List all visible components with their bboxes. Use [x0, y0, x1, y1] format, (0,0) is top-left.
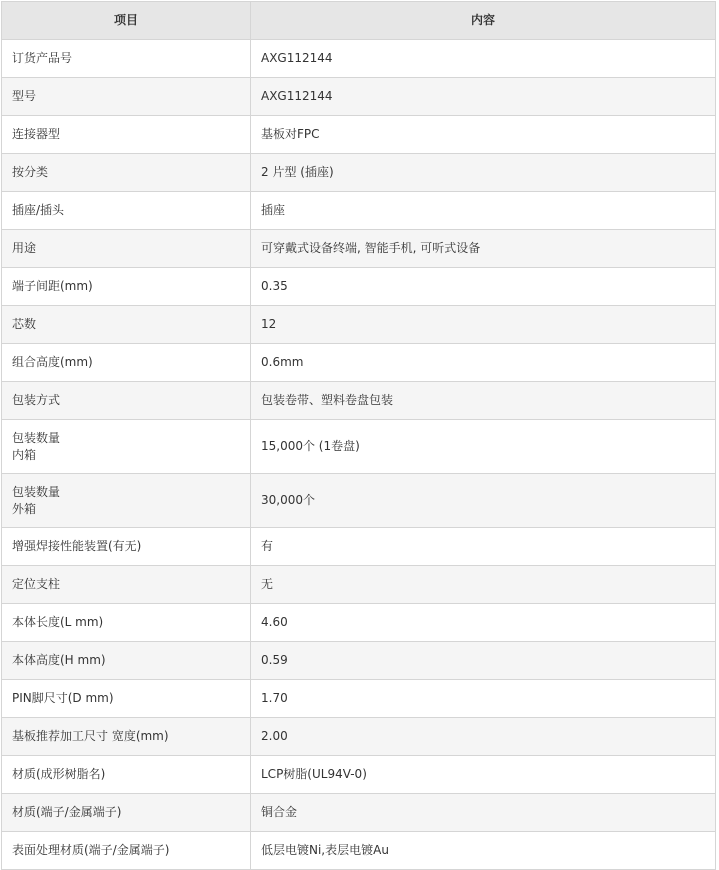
row-label-line: 本体高度(H mm) [12, 653, 106, 667]
row-value: 基板对FPC [251, 116, 716, 154]
table-row [2, 40, 716, 78]
row-label [2, 192, 251, 230]
row-label-line: 按分类 [12, 165, 49, 179]
row-label-line: 包装方式 [12, 393, 61, 407]
row-label [2, 832, 251, 870]
row-label [2, 268, 251, 306]
row-label [2, 474, 251, 528]
table-row [2, 566, 716, 604]
row-label-line: 端子间距(mm) [12, 279, 93, 293]
row-label [2, 40, 251, 78]
header-item: 项目 [2, 2, 251, 40]
row-value: 插座 [251, 192, 716, 230]
table-row [2, 344, 716, 382]
table-row [2, 306, 716, 344]
table-row [2, 642, 716, 680]
row-label [2, 78, 251, 116]
row-value: 包装卷带、塑料卷盘包装 [251, 382, 716, 420]
row-label-line: 连接器型 [12, 127, 61, 141]
row-label-line: 组合高度(mm) [12, 355, 93, 369]
row-label [2, 756, 251, 794]
row-label-line: 定位支柱 [12, 577, 61, 591]
table-row [2, 268, 716, 306]
row-value: 30,000个 [251, 474, 716, 528]
row-value: 12 [251, 306, 716, 344]
row-value: 2 片型 (插座) [251, 154, 716, 192]
row-label-line: 材质(端子/金属端子) [12, 805, 122, 819]
table-row [2, 832, 716, 870]
row-label [2, 344, 251, 382]
table-row [2, 718, 716, 756]
table-row [2, 756, 716, 794]
row-value: 4.60 [251, 604, 716, 642]
row-label [2, 794, 251, 832]
row-label [2, 604, 251, 642]
row-label-line: 基板推荐加工尺寸 宽度(mm) [12, 729, 169, 743]
table-row [2, 192, 716, 230]
row-value: 无 [251, 566, 716, 604]
row-label-line: 型号 [12, 89, 37, 103]
table-row [2, 154, 716, 192]
table-body [2, 40, 716, 870]
row-label-line: 插座/插头 [12, 203, 65, 217]
row-label [2, 420, 251, 474]
row-label-line: 内箱 [12, 447, 37, 462]
row-label-line: 包装数量 [12, 430, 61, 445]
row-value: 低层电镀Ni,表层电镀Au [251, 832, 716, 870]
header-content: 内容 [251, 2, 716, 40]
row-label-line: 增强焊接性能装置(有无) [12, 539, 142, 553]
table-row [2, 528, 716, 566]
row-label [2, 382, 251, 420]
row-value: 2.00 [251, 718, 716, 756]
table-row [2, 230, 716, 268]
row-label [2, 230, 251, 268]
row-label [2, 306, 251, 344]
table-row [2, 680, 716, 718]
row-value: 1.70 [251, 680, 716, 718]
row-label-line: 芯数 [12, 317, 37, 331]
table-row [2, 78, 716, 116]
table-row [2, 420, 716, 474]
row-label [2, 566, 251, 604]
row-value: 0.35 [251, 268, 716, 306]
table-row [2, 116, 716, 154]
table-row [2, 382, 716, 420]
row-value: LCP树脂(UL94V-0) [251, 756, 716, 794]
row-label-line: 表面处理材质(端子/金属端子) [12, 843, 170, 857]
spec-table [1, 1, 716, 870]
table-row [2, 604, 716, 642]
row-label [2, 680, 251, 718]
row-label [2, 528, 251, 566]
row-label-line: PIN脚尺寸(D mm) [12, 691, 114, 705]
row-label [2, 718, 251, 756]
table-header [2, 2, 716, 40]
row-value: 0.59 [251, 642, 716, 680]
table-row [2, 474, 716, 528]
row-value: 铜合金 [251, 794, 716, 832]
row-value: 可穿戴式设备终端, 智能手机, 可听式设备 [251, 230, 716, 268]
row-value: AXG112144 [251, 40, 716, 78]
row-label-line: 用途 [12, 241, 37, 255]
row-value: 15,000个 (1卷盘) [251, 420, 716, 474]
row-value: 0.6mm [251, 344, 716, 382]
row-label-line: 本体长度(L mm) [12, 615, 104, 629]
row-label-line: 材质(成形树脂名) [12, 767, 106, 781]
row-label [2, 116, 251, 154]
row-label-line: 外箱 [12, 501, 37, 516]
row-label [2, 642, 251, 680]
row-label-line: 包装数量 [12, 484, 61, 499]
row-label-line: 订货产品号 [12, 51, 73, 65]
row-value: AXG112144 [251, 78, 716, 116]
table-row [2, 794, 716, 832]
row-value: 有 [251, 528, 716, 566]
row-label [2, 154, 251, 192]
